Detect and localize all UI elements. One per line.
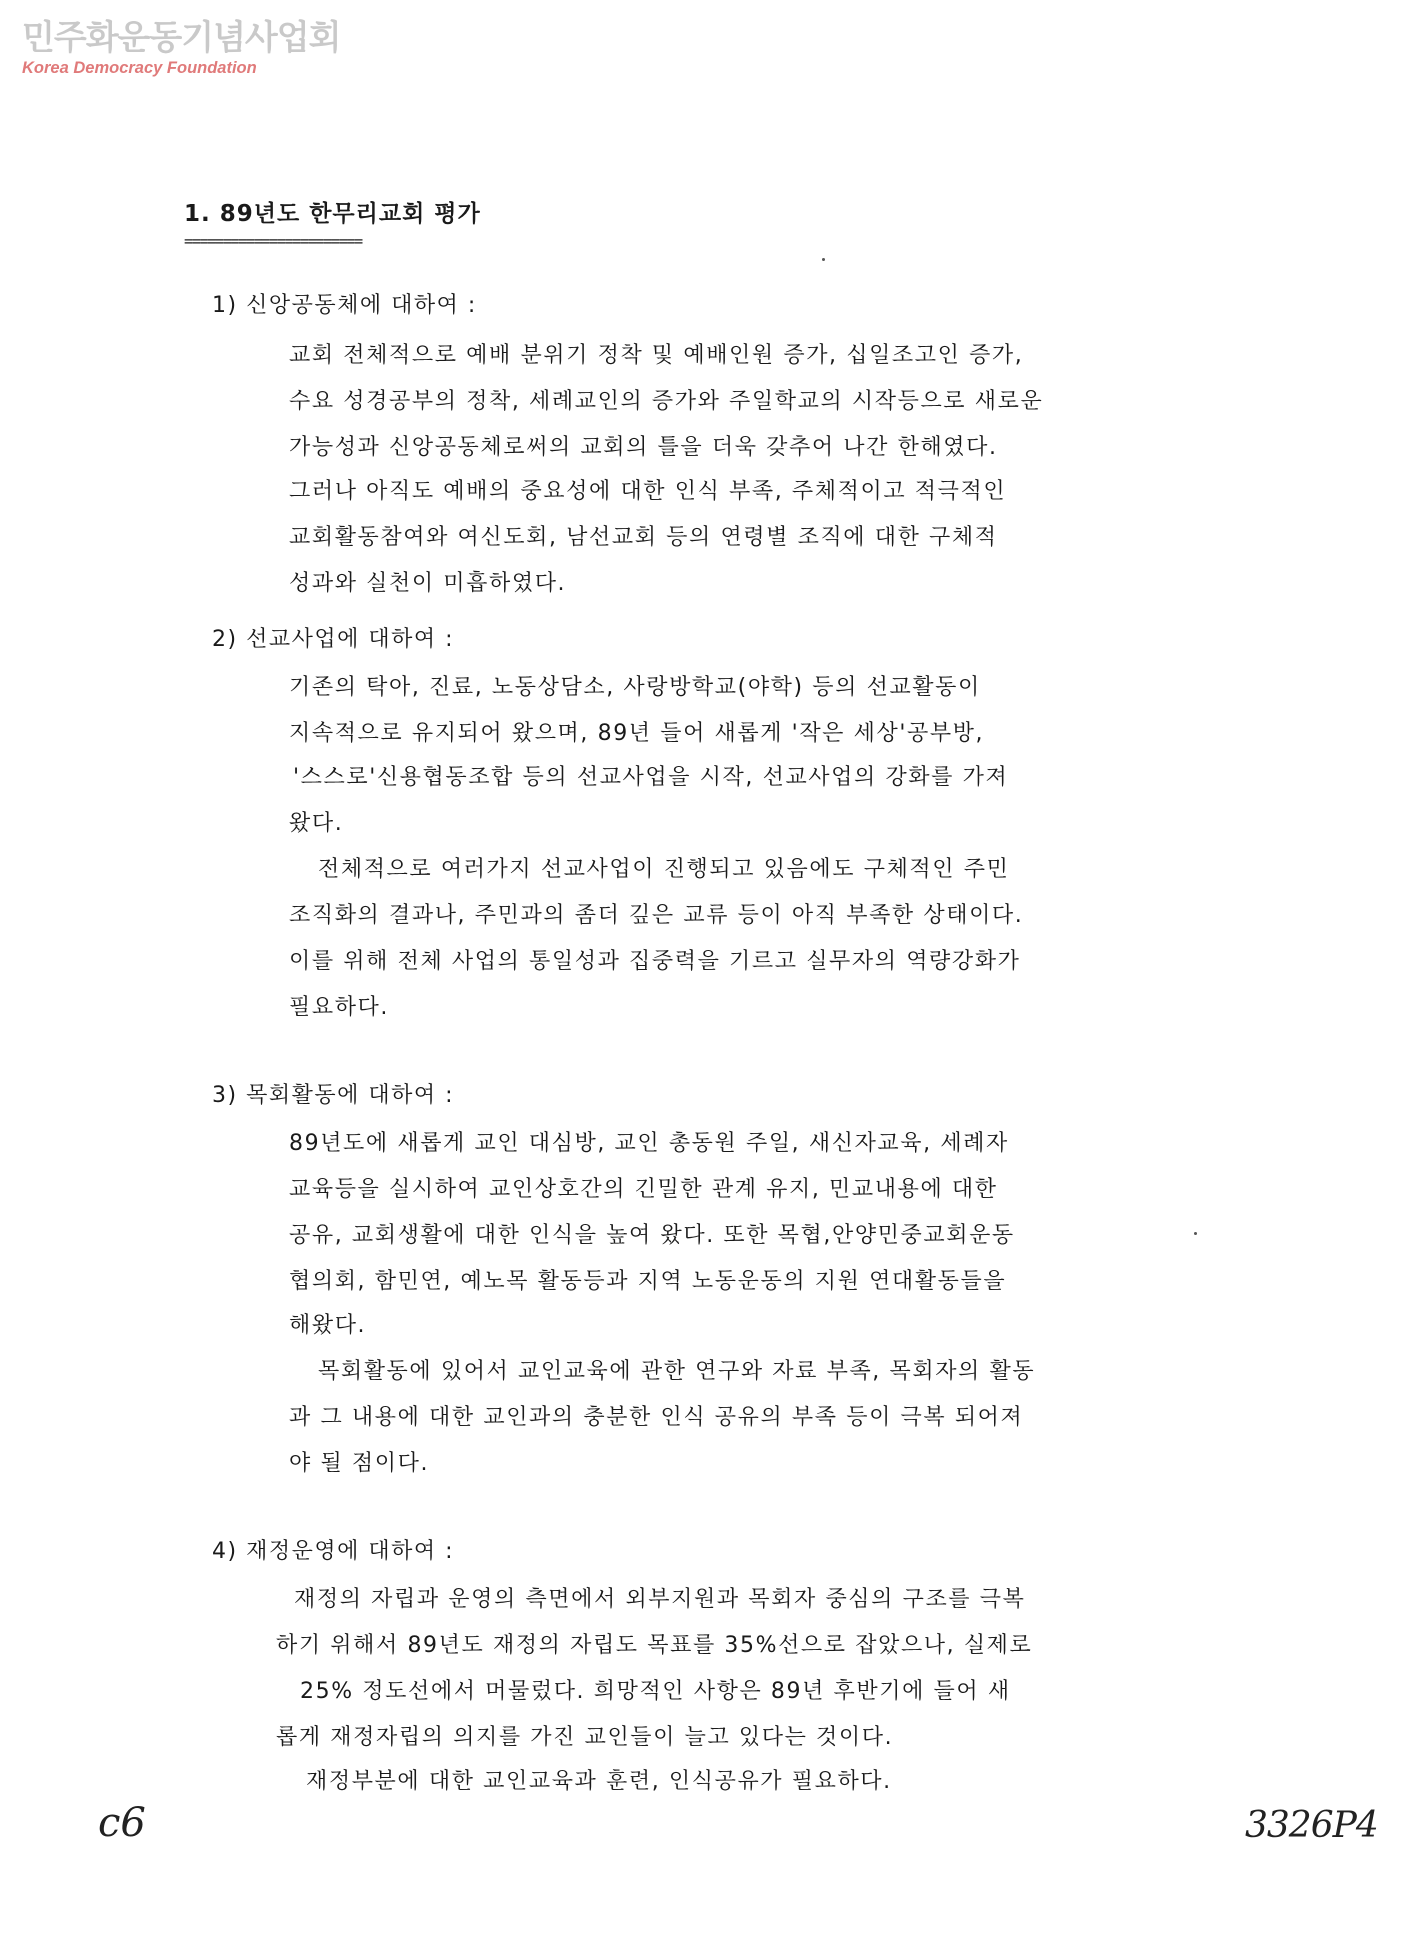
paragraph-line: 조직화의 결과나, 주민과의 좀더 깊은 교류 등이 아직 부족한 상태이다.	[289, 903, 1024, 928]
paragraph-line: 목회활동에 있어서 교인교육에 관한 연구와 자료 부족, 목회자의 활동	[318, 1359, 1036, 1384]
handwritten-archive-code: 3326P4	[1245, 1805, 1378, 1846]
paragraph-line: 재정부분에 대한 교인교육과 훈련, 인식공유가 필요하다.	[306, 1769, 892, 1794]
section-heading-faith-community: 1) 신앙공동체에 대하여 :	[212, 293, 477, 318]
paragraph-line: 교회활동참여와 여신도회, 남선교회 등의 연령별 조직에 대한 구체적	[289, 525, 998, 550]
paragraph-line: 필요하다.	[289, 995, 390, 1020]
document-title: 1. 89년도 한무리교회 평가	[184, 201, 481, 227]
paragraph-line: 하기 위해서 89년도 재정의 자립도 목표를 35%선으로 잡았으나, 실제로	[276, 1633, 1033, 1658]
section-heading-mission-work: 2) 선교사업에 대하여 :	[212, 627, 454, 652]
paragraph-line: 그러나 아직도 예배의 중요성에 대한 인식 부족, 주체적이고 적극적인	[289, 479, 1007, 504]
paragraph-line: 교회 전체적으로 예배 분위기 정착 및 예배인원 증가, 십일조고인 증가,	[289, 343, 1024, 368]
paragraph-line: 성과와 실천이 미흡하였다.	[289, 571, 567, 596]
paragraph-line: 해왔다.	[289, 1313, 367, 1338]
handwritten-page-mark: c6	[98, 1800, 146, 1846]
paragraph-line: 협의회, 함민연, 예노목 활동등과 지역 노동운동의 지원 연대활동들을	[289, 1269, 1007, 1294]
section-heading-pastoral-activity: 3) 목회활동에 대하여 :	[212, 1083, 454, 1108]
paragraph-line: 공유, 교회생활에 대한 인식을 높여 왔다. 또한 목협,안양민중교회운동	[289, 1223, 1015, 1248]
paragraph-line: 이를 위해 전체 사업의 통일성과 집중력을 기르고 실무자의 역량강화가	[289, 949, 1021, 974]
paragraph-line: 과 그 내용에 대한 교인과의 충분한 인식 공유의 부족 등이 극복 되어져	[289, 1405, 1024, 1430]
paragraph-line: 교육등을 실시하여 교인상호간의 긴밀한 관계 유지, 민교내용에 대한	[289, 1177, 998, 1202]
paragraph-line: '스스로'신용협동조합 등의 선교사업을 시작, 선교사업의 강화를 가져	[293, 765, 1009, 790]
paragraph-line: 가능성과 신앙공동체로써의 교회의 틀을 더욱 갖추어 나간 한해였다.	[289, 435, 998, 460]
paragraph-line: 25% 정도선에서 머물렀다. 희망적인 사항은 89년 후반기에 들어 새	[300, 1679, 1011, 1704]
paragraph-line: 수요 성경공부의 정착, 세례교인의 증가와 주일학교의 시작등으로 새로운	[289, 389, 1044, 414]
paragraph-line: 왔다.	[289, 811, 344, 836]
paragraph-line: 기존의 탁아, 진료, 노동상담소, 사랑방학교(야학) 등의 선교활동이	[289, 675, 981, 700]
paragraph-line: 롭게 재정자립의 의지를 가진 교인들이 늘고 있다는 것이다.	[276, 1725, 894, 1750]
scan-speck	[822, 258, 825, 261]
paragraph-line: 재정의 자립과 운영의 측면에서 외부지원과 목회자 중심의 구조를 극복	[294, 1587, 1026, 1612]
scan-speck	[1194, 1232, 1197, 1235]
title-underline: =======================	[184, 232, 362, 250]
watermark-english-text: Korea Democracy Foundation	[22, 59, 257, 77]
paragraph-line: 전체적으로 여러가지 선교사업이 진행되고 있음에도 구체적인 주민	[318, 857, 1010, 882]
foundation-watermark	[22, 18, 340, 78]
watermark-korean-text: 민주화운동기념사업회	[22, 18, 341, 58]
paragraph-line: 지속적으로 유지되어 왔으며, 89년 들어 새롭게 '작은 세상'공부방,	[289, 721, 985, 746]
section-heading-finance-operation: 4) 재정운영에 대하여 :	[212, 1539, 454, 1564]
paragraph-line: 야 될 점이다.	[289, 1451, 430, 1476]
paragraph-line: 89년도에 새롭게 교인 대심방, 교인 총동원 주일, 새신자교육, 세례자	[289, 1131, 1009, 1156]
